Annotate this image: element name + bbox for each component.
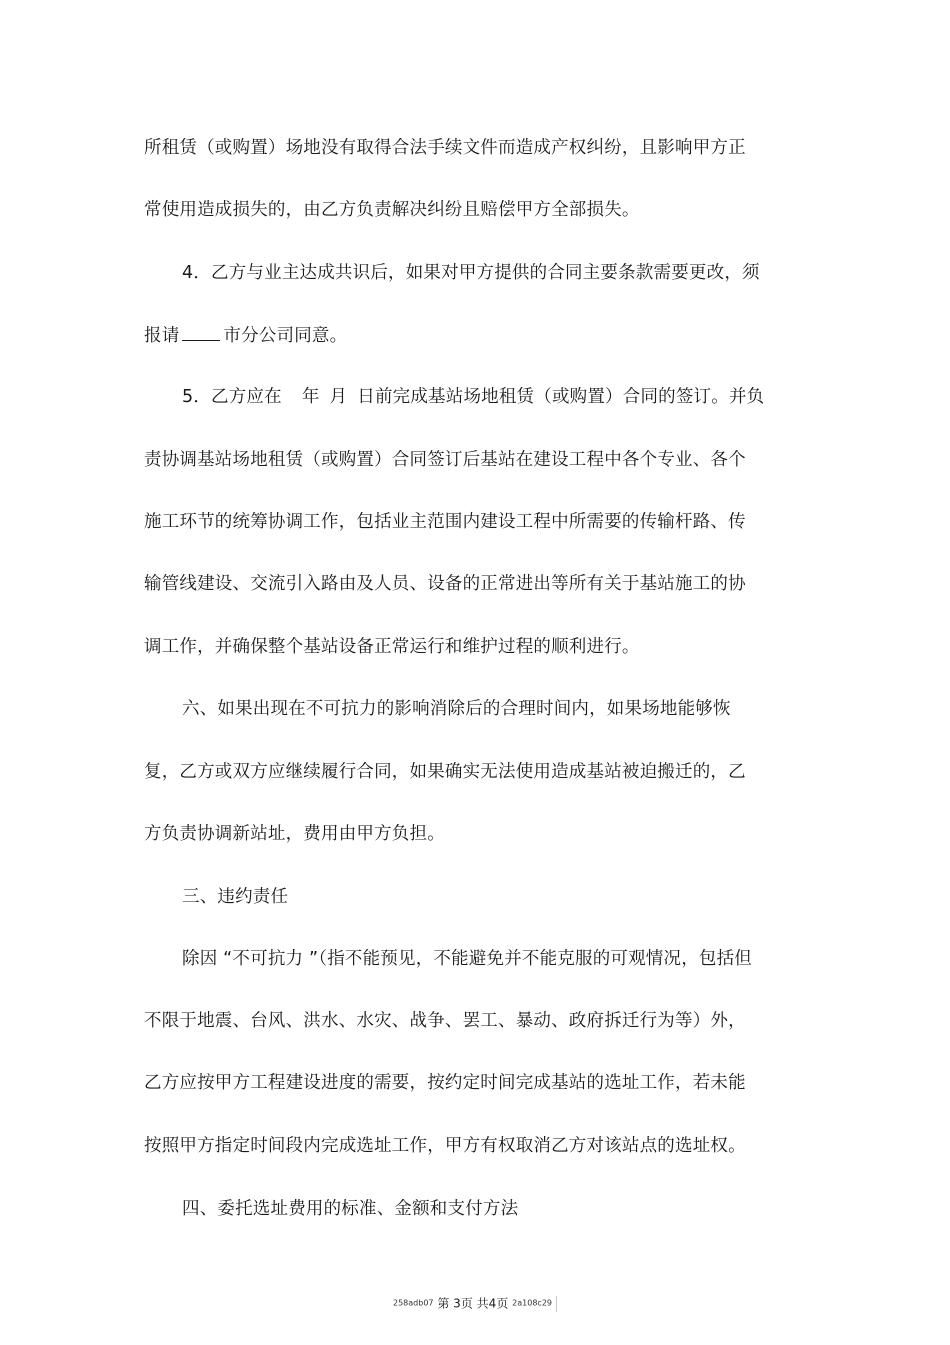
- footer-total-prefix: 共: [476, 1296, 489, 1311]
- paragraph-line: 施工环节的统筹协调工作，包括业主范围内建设工程中所需要的传输杆路、传: [144, 512, 746, 532]
- footer-total-suffix: 页: [496, 1296, 509, 1311]
- paragraph-line: 乙方应按甲方工程建设进度的需要，按约定时间完成基站的选址工作，若未能: [144, 1073, 746, 1093]
- clause-5-rest: 日前完成基站场地租赁（或购置）合同的签订。并负: [357, 387, 765, 407]
- paragraph-line: 除因 “不可抗力 ”（指不能预见，不能避免并不能克服的可观情况，包括但: [182, 949, 753, 969]
- section-heading-fees: 四、委托选址费用的标准、金额和支付方法: [182, 1199, 519, 1219]
- paragraph-line: 责协调基站场地租赁（或购置）合同签订后基站在建设工程中各个专业、各个: [144, 450, 746, 470]
- clause-6-line: 六、如果出现在不可抗力的影响消除后的合理时间内，如果场地能够恢: [182, 699, 731, 719]
- page-footer: [0, 1295, 950, 1312]
- clause-4-line: 4．乙方与业主达成共识后，如果对甲方提供的合同主要条款需要更改，须: [182, 263, 760, 283]
- section-heading-breach: 三、违约责任: [182, 887, 289, 907]
- fill-in-blank: [182, 324, 220, 341]
- paragraph-line: 输管线建设、交流引入路由及人员、设备的正常进出等所有关于基站施工的协: [144, 574, 746, 594]
- paragraph-line: 不限于地震、台风、洪水、水灾、战争、罢工、暴动、政府拆迁行为等）外，: [144, 1011, 746, 1031]
- clause-4-suffix: 市分公司同意。: [223, 326, 348, 346]
- paragraph-line: 所租赁（或购置）场地没有取得合法手续文件而造成产权纠纷，且影响甲方正: [144, 138, 746, 158]
- paragraph-line: 常使用造成损失的，由乙方负责解决纠纷且赔偿甲方全部损失。: [144, 200, 640, 220]
- footer-page-prefix: 第: [437, 1296, 450, 1311]
- clause-4-prefix: 报请: [144, 326, 180, 346]
- clause-5-month: 月: [329, 387, 348, 407]
- footer-page-total: 4: [488, 1296, 497, 1311]
- clause-4-continuation: [144, 324, 347, 347]
- clause-5-year: 年: [301, 387, 320, 407]
- footer-page-current: 3: [453, 1296, 461, 1311]
- footer-page-middle: 页: [460, 1296, 473, 1311]
- paragraph-line: 复，乙方或双方应继续履行合同，如果确实无法使用造成基站被迫搬迁的，乙: [144, 762, 746, 782]
- footer-divider: [556, 1296, 557, 1312]
- footer-right-code: 2a108c29: [512, 1298, 552, 1308]
- footer-left-code: 258adb07: [392, 1298, 434, 1308]
- paragraph-line: 方负责协调新站址，费用由甲方负担。: [144, 824, 445, 844]
- clause-5-line: [182, 386, 764, 408]
- paragraph-line: 按照甲方指定时间段内完成选址工作，甲方有权取消乙方对该站点的选址权。: [144, 1136, 746, 1156]
- paragraph-line: 调工作，并确保整个基站设备正常运行和维护过程的顺利进行。: [144, 637, 640, 657]
- clause-5-start: 5．乙方应在: [182, 387, 282, 407]
